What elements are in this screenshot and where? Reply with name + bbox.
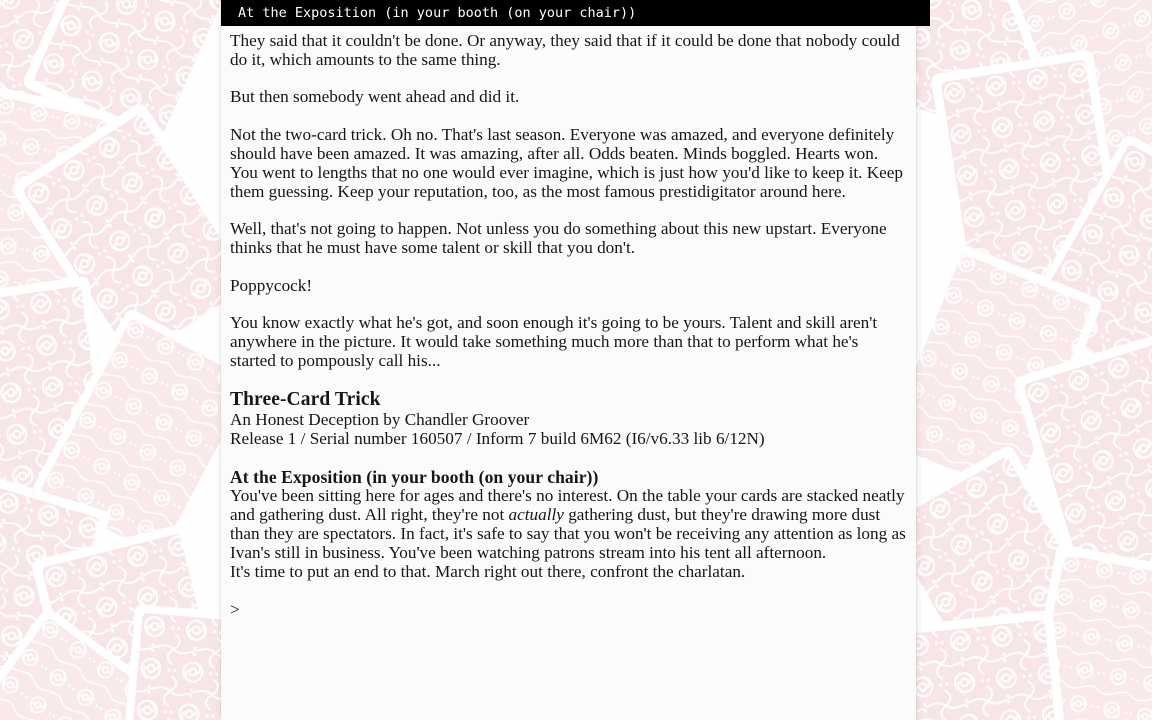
- story-paragraph: Not the two-card trick. Oh no. That's last season. Everyone was amazed, and everyone definitely should have been amazed. It was amazing, after all. Odds beaten. Minds boggled. Hearts won. You went to lengths that no one would ever imagine, which is just how you'd like to keep it. Keep them guessing. Keep your reputation, too, as the most famous prestidigitator around here.: [230, 125, 903, 201]
- command-input[interactable]: [240, 600, 906, 620]
- story-paragraph: You know exactly what he's got, and soon enough it's going to be yours. Talent and skill aren't anywhere in the picture. It would take something much more than that to perform what he's started to pompously call his...: [230, 313, 878, 371]
- game-title: Three-Card Trick: [230, 388, 381, 410]
- room-block: [230, 468, 906, 563]
- room-description-part-2: gathering dust, but they're drawing more dust than they are spectators. In fact, it's safe to say that you won't be receiving any attention as long as Ivan's still in business. You've been watching patrons stream into his tent all afternoon.: [230, 505, 906, 562]
- status-line-location: At the Exposition (in your booth (on your chair)): [238, 5, 637, 21]
- room-description-emphasis: actually: [508, 505, 564, 525]
- prompt-caret-icon: >: [230, 600, 240, 620]
- game-release-info: Release 1 / Serial number 160507 / Inform 7 build 6M62 (I6/v6.33 lib 6/12N): [230, 429, 765, 449]
- story-paragraph: Poppycock!: [230, 275, 313, 295]
- game-byline: An Honest Deception by Chandler Groover: [230, 410, 530, 430]
- story-transcript[interactable]: [221, 26, 916, 720]
- command-prompt-line[interactable]: [230, 600, 906, 620]
- story-paragraph: They said that it couldn't be done. Or anyway, they said that if it could be done that nobody could do it, which amounts to the same thing.: [230, 31, 900, 69]
- room-name-heading: At the Exposition (in your booth (on your chair)): [230, 466, 599, 487]
- room-description: [230, 487, 906, 562]
- story-paragraph: It's time to put an end to that. March right out there, confront the charlatan.: [230, 561, 746, 581]
- room-description-part-1: You've been sitting here for ages and there's no interest. On the table your cards are stacked neatly and gathering dust. All right, they're not: [230, 486, 905, 525]
- game-banner: [230, 390, 906, 449]
- story-paragraph: Well, that's not going to happen. Not unless you do something about this new upstart. Everyone thinks that he must have some talent or skill that you don't.: [230, 219, 887, 258]
- status-line: [221, 0, 930, 26]
- story-paragraph: But then somebody went ahead and did it.: [230, 87, 520, 107]
